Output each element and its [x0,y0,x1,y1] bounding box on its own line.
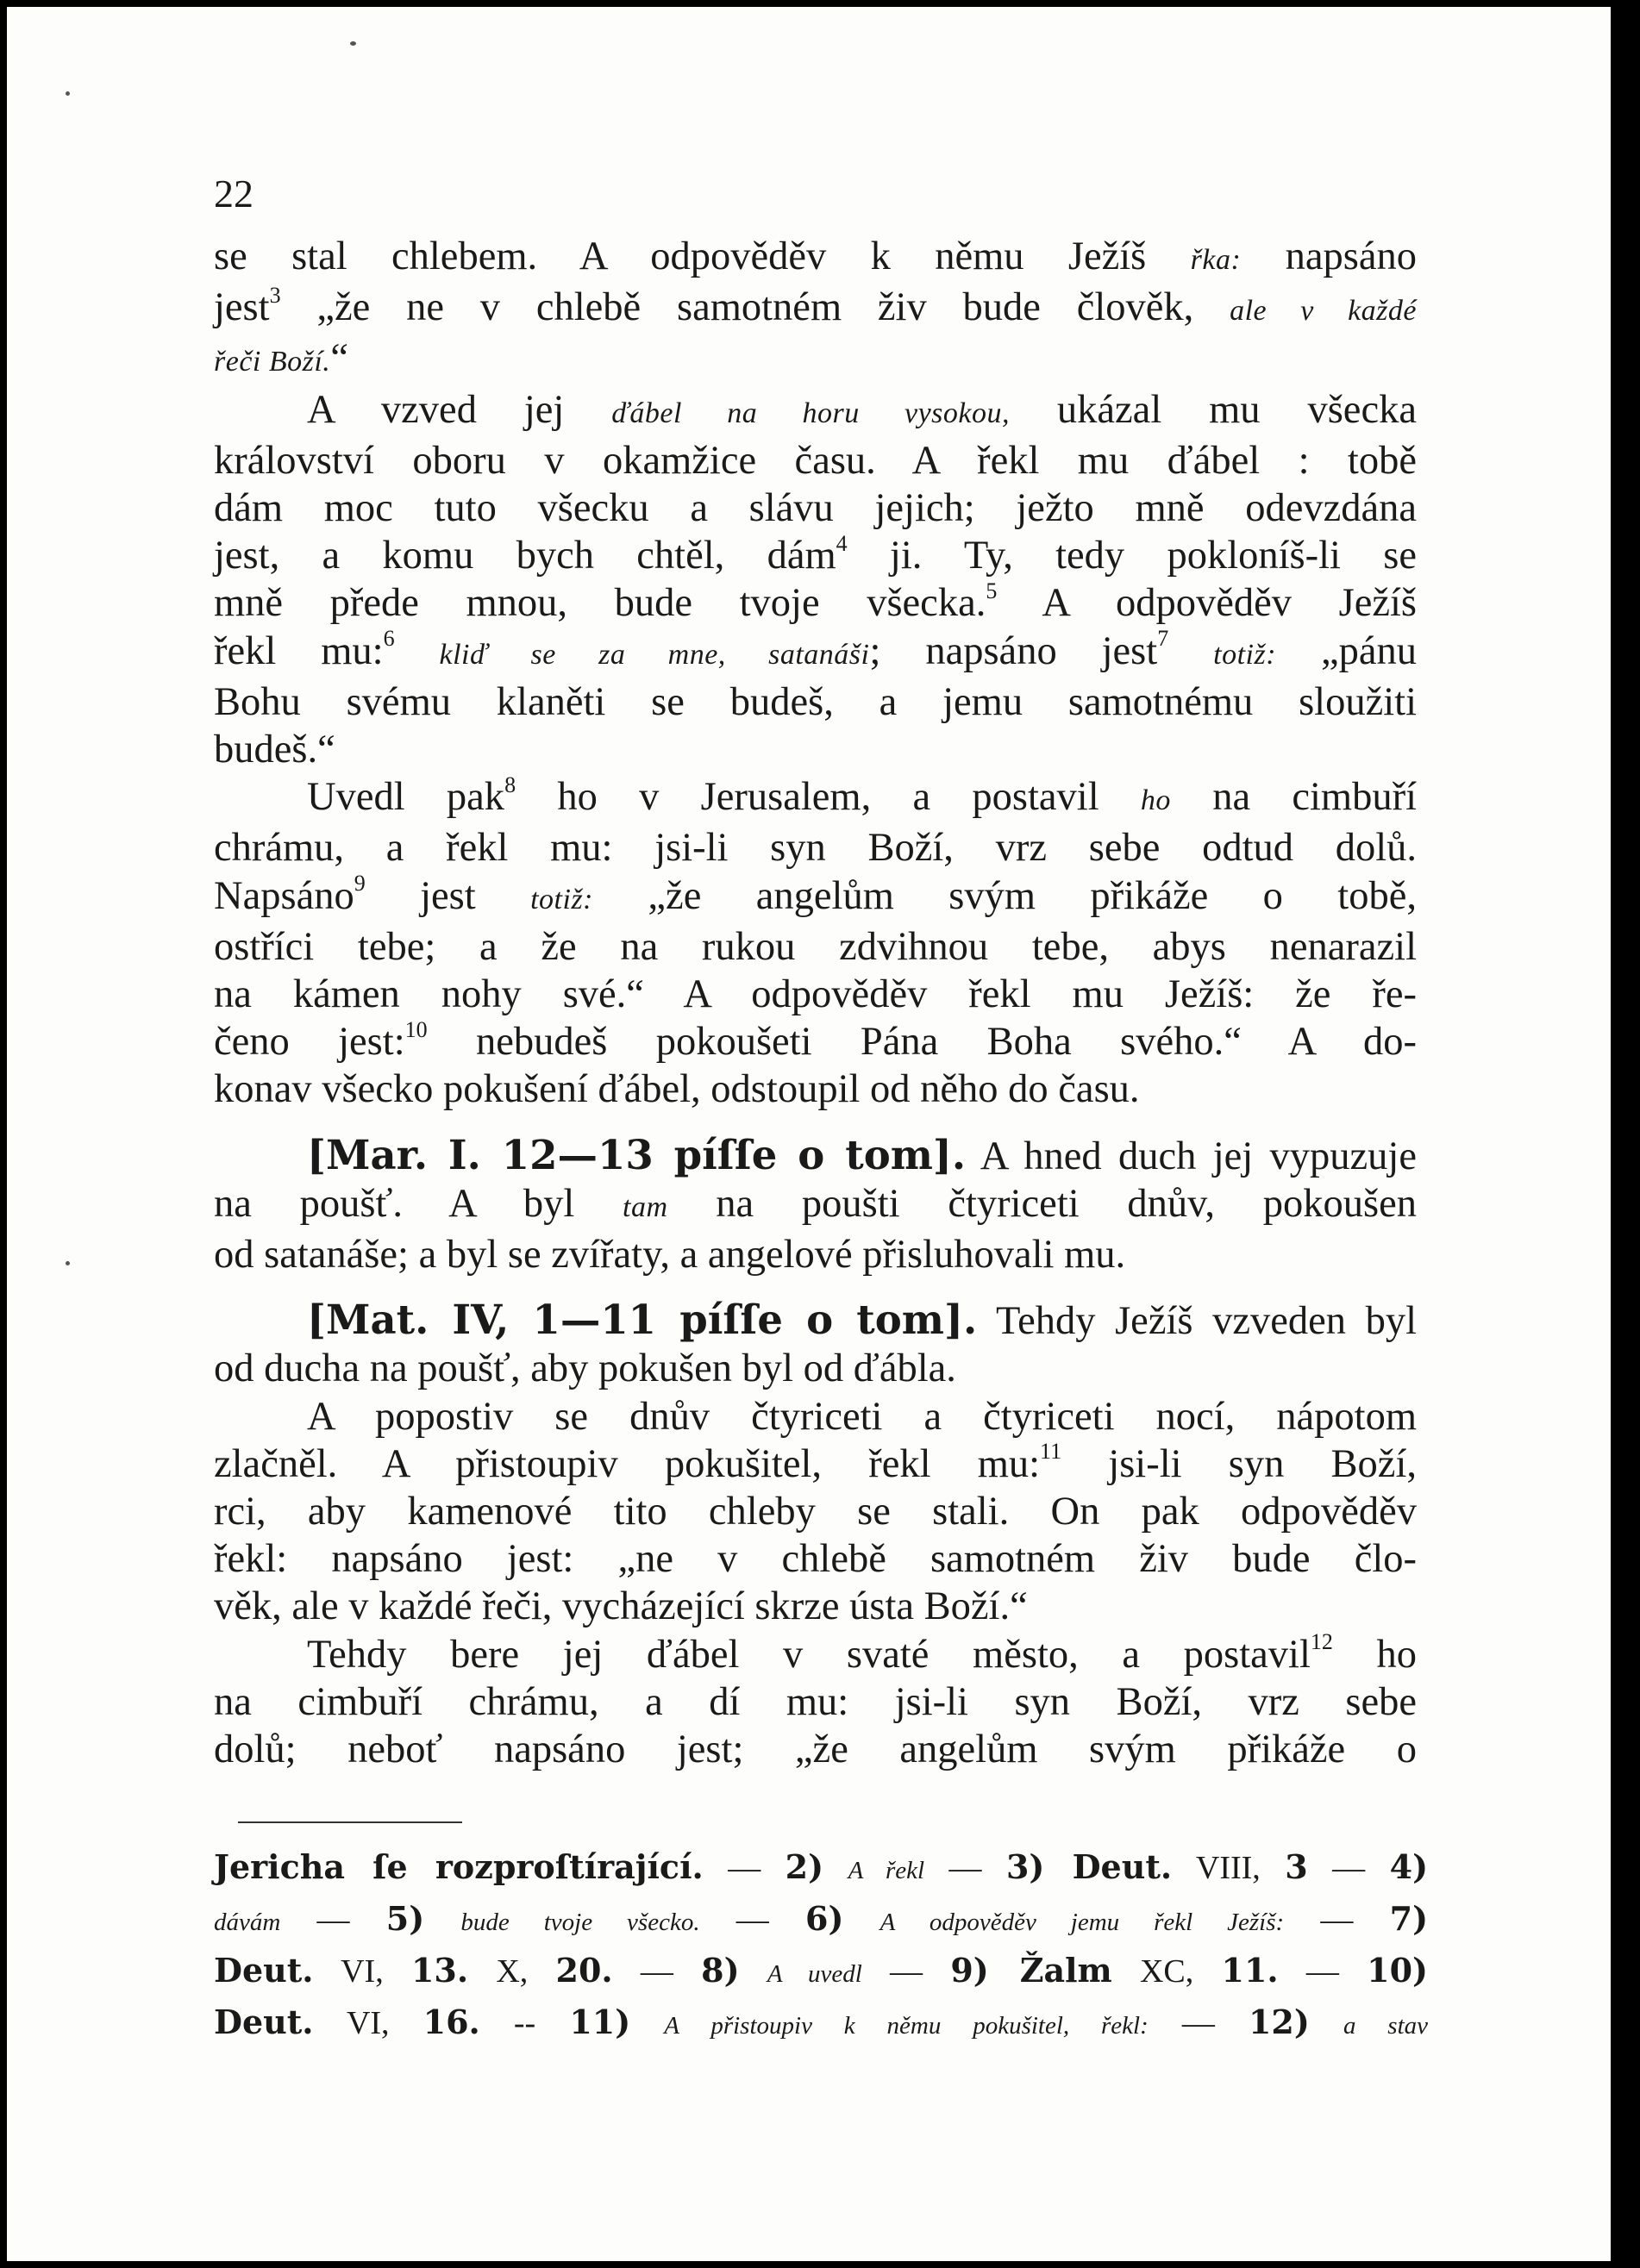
italic-run: ale v každé [1230,295,1417,328]
footnote-reference: 9 [354,871,366,897]
text-run: „pánu [1276,628,1418,673]
body-line [214,726,1417,773]
body-line [214,872,1417,923]
text-run: — [612,1953,702,1990]
text-run: věk, ale v každé řeči, vycházející skrze ústa Boží.“ [214,1584,1028,1629]
footnote-line [214,1946,1428,1998]
text-run: — [1284,1902,1390,1938]
text-run [1310,2005,1343,2041]
blackletter-run: 4) [1389,1847,1429,1886]
footnote-reference: 4 [836,530,848,556]
text-run: — [280,1902,386,1938]
footnote-divider [238,1821,462,1823]
blackletter-run: 6) [805,1899,844,1938]
blackletter-run: 20. [555,1951,613,1990]
small-italic-run: bude tvoje všecko. [460,1909,700,1936]
italic-run: řka: [1190,244,1242,276]
text-run: A popostiv se dnův čtyriceti a čtyriceti nocí, nápotom [307,1394,1417,1439]
footnote-reference: 6 [383,626,395,652]
text-run: „že ne v chlebě samotném živ bude člověk, [280,285,1230,330]
text-run: XC, [1111,1953,1222,1990]
text-run: Bohu svému klaněti se budeš, a jemu samotnému sloužiti [214,679,1417,724]
text-run: jest [365,873,531,918]
text-run: od satanáše; a byl se zvířaty, a angelové přisluhovali mu. [214,1233,1126,1278]
text-run: — [699,1902,806,1938]
body-line [214,386,1417,437]
text-run: na poušti čtyriceti dnův, pokoušen [667,1181,1417,1226]
blackletter-run: 12) [1248,2002,1310,2041]
italic-run: tam [623,1190,668,1223]
footnote-reference: 11 [1040,1439,1062,1465]
text-run: řekl: napsáno jest: „ne v chlebě samotném živ bude člo- [214,1537,1417,1582]
text-run: jest [214,285,270,330]
footnote-reference: 10 [404,1016,428,1042]
text-run: dám moc tuto všecku a slávu jejich; ježto mně odevzdána [214,486,1417,531]
body-line [214,1065,1417,1113]
text-run: Uvedl pak [307,775,505,820]
body-line [214,824,1417,872]
page-number: 22 [214,172,254,216]
body-line [214,1018,1417,1065]
text-run: VI, [313,2005,423,2041]
small-italic-run: A řekl [848,1857,925,1884]
text-run [424,1902,460,1938]
body-line [214,1296,1417,1345]
text-run: ukázal mu všecka [1010,387,1417,432]
footnote-line [214,1843,1428,1895]
text-run: VIII, [1172,1850,1286,1886]
italic-run: ho [1140,784,1171,817]
body-line [214,233,1417,284]
text-run [823,1850,848,1886]
blackletter-run: [Mat. IV, 1—11 píſſe o tom]. [307,1296,978,1344]
text-run: řekl mu: [214,628,384,673]
body-text [214,233,1417,1773]
blackletter-run: [Mar. I. 12—13 píſſe o tom]. [307,1130,967,1178]
text-run: X, [468,1953,556,1990]
footnote-reference: 12 [1310,1629,1333,1655]
footnote-reference: 3 [269,282,281,308]
text-run: čeno jest: [214,1020,405,1065]
body-line [214,773,1417,824]
text-run: Tehdy Ježíš vzveden byl [977,1299,1417,1344]
text-run: ho [1332,1632,1418,1677]
text-run: — [1307,1850,1390,1886]
body-line [214,1726,1417,1773]
body-line [214,1393,1417,1440]
italic-run: ďábel na horu vysokou, [611,397,1010,429]
text-run: — [1278,1953,1368,1990]
text-run: od ducha na poušť, aby pokušen byl od ďábla. [214,1346,956,1391]
paragraph-gap [214,1278,1417,1296]
text-run: A vzved jej [307,387,612,432]
body-line [214,678,1417,726]
italic-run: totiž: [530,883,594,915]
small-italic-run: a stav [1343,2012,1429,2040]
blackletter-run: 9) Žalm [950,1951,1112,1990]
text-run: -- [479,2005,570,2041]
body-line [214,971,1417,1018]
footnote-reference: 8 [504,772,516,797]
text-run: království oboru v okamžice času. A řekl mu ďábel : tobě [214,438,1417,483]
text-run: konav všecko pokušení ďábel, odstoupil od něho do času. [214,1067,1140,1112]
text-run: nebudeš pokoušeti Pána Boha svého.“ A do- [427,1020,1417,1065]
body-line [214,1631,1417,1678]
text-run: — [924,1850,1006,1886]
scan-speck [350,41,356,46]
text-run: rci, aby kamenové tito chleby se stali. On pak odpověděv [214,1490,1417,1534]
text-run: napsáno [1241,234,1417,278]
blackletter-run: 5) [385,1899,425,1938]
body-line [214,1345,1417,1392]
italic-run: totiž: [1213,638,1277,671]
footnote-line [214,1895,1428,1946]
text-run: chrámu, a řekl mu: jsi-li syn Boží, vrz sebe odtud dolů. [214,826,1417,871]
blackletter-run: 11. [1221,1951,1279,1990]
body-line [214,579,1417,627]
footnote-reference: 5 [986,578,998,603]
text-run: dolů; neboť napsáno jest; „že angelům svým přikáže o [214,1728,1417,1772]
small-italic-run: A uvedl [767,1960,862,1988]
body-line [214,1180,1417,1231]
text-run: na kámen nohy své.“ A odpověděv řekl mu Ježíš: že ře- [214,972,1417,1017]
body-line [214,1231,1417,1278]
body-line [214,1440,1417,1488]
body-line [214,1131,1417,1180]
text-run: “ [330,336,348,381]
text-run: na cimbuří chrámu, a dí mu: jsi-li syn Boží, vrz sebe [214,1679,1417,1724]
blackletter-run: Deut. [214,2002,314,2041]
text-run: — [1148,2005,1249,2041]
scan-speck [66,1261,70,1265]
book-page [7,7,1618,2261]
small-italic-run: dávám [214,1909,281,1936]
blackletter-run: 10) [1367,1951,1429,1990]
blackletter-run: Deut. [214,1951,314,1990]
text-run: A hned duch jej vypuzuje [966,1134,1417,1178]
blackletter-run: 16. [423,2002,480,2041]
scan-border [1611,7,1633,2261]
italic-run: řeči Boží. [214,346,331,378]
text-run: ji. Ty, tedy pokloníš-li se [847,534,1417,578]
body-line [214,334,1417,385]
blackletter-run: 11) [569,2002,631,2041]
text-run: ; napsáno jest [869,628,1158,673]
italic-run: kliď se za mne, satanáši [439,638,870,671]
blackletter-run: 13. [410,1951,469,1990]
footnote-reference: 7 [1157,626,1169,652]
text-run [630,2005,664,2041]
body-line [214,1488,1417,1535]
footnotes [214,1843,1428,2050]
blackletter-run: 3 [1285,1847,1308,1886]
text-run: se stal chlebem. A odpověděv k němu Ježíš [214,234,1191,278]
text-run: ostříci tebe; a že na rukou zdvihnou tebe, abys nenarazil [214,924,1417,969]
text-run: „že angelům svým přikáže o tobě, [593,873,1417,918]
paragraph-gap [214,1114,1417,1131]
blackletter-run: 7) [1389,1899,1429,1938]
text-run: mně přede mnou, bude tvoje všecka. [214,581,986,626]
text-run: A odpověděv Ježíš [997,581,1417,626]
small-italic-run: A odpověděv jemu řekl Ježíš: [879,1909,1285,1936]
text-run [1168,629,1213,673]
text-run: na poušť. A byl [214,1181,623,1226]
small-italic-run: A přistoupiv k němu pokušitel, řekl: [664,2012,1149,2040]
text-run: VI, [313,1953,411,1990]
text-run: — [703,1850,786,1886]
scan-speck [66,91,70,96]
text-run: zlačněl. A přistoupiv pokušitel, řekl mu: [214,1441,1041,1486]
footnote-line [214,1998,1428,2050]
text-run: — [861,1953,951,1990]
body-line [214,437,1417,484]
body-line [214,1583,1417,1630]
blackletter-run: 2) [785,1847,824,1886]
text-run [740,1953,767,1990]
text-run: na cimbuří [1170,775,1417,820]
text-run: budeš.“ [214,728,335,772]
body-line [214,484,1417,532]
body-line [214,1678,1417,1726]
text-run [843,1902,879,1938]
blackletter-run: 8) [701,1951,740,1990]
text-run [395,629,440,673]
text-run: jest, a komu bych chtěl, dám [214,534,836,578]
text-run: ho v Jerusalem, a postavil [516,775,1141,820]
text-run: jsi-li syn Boží, [1061,1441,1417,1486]
body-line [214,923,1417,971]
text-run: Tehdy bere jej ďábel v svaté město, a postavil [307,1632,1311,1677]
body-line [214,628,1417,678]
body-line [214,284,1417,334]
text-run: Napsáno [214,873,354,918]
body-line [214,532,1417,579]
blackletter-run: Jericha ſe rozproſtírající. [214,1847,704,1886]
body-line [214,1535,1417,1583]
blackletter-run: 3) Deut. [1005,1847,1173,1886]
